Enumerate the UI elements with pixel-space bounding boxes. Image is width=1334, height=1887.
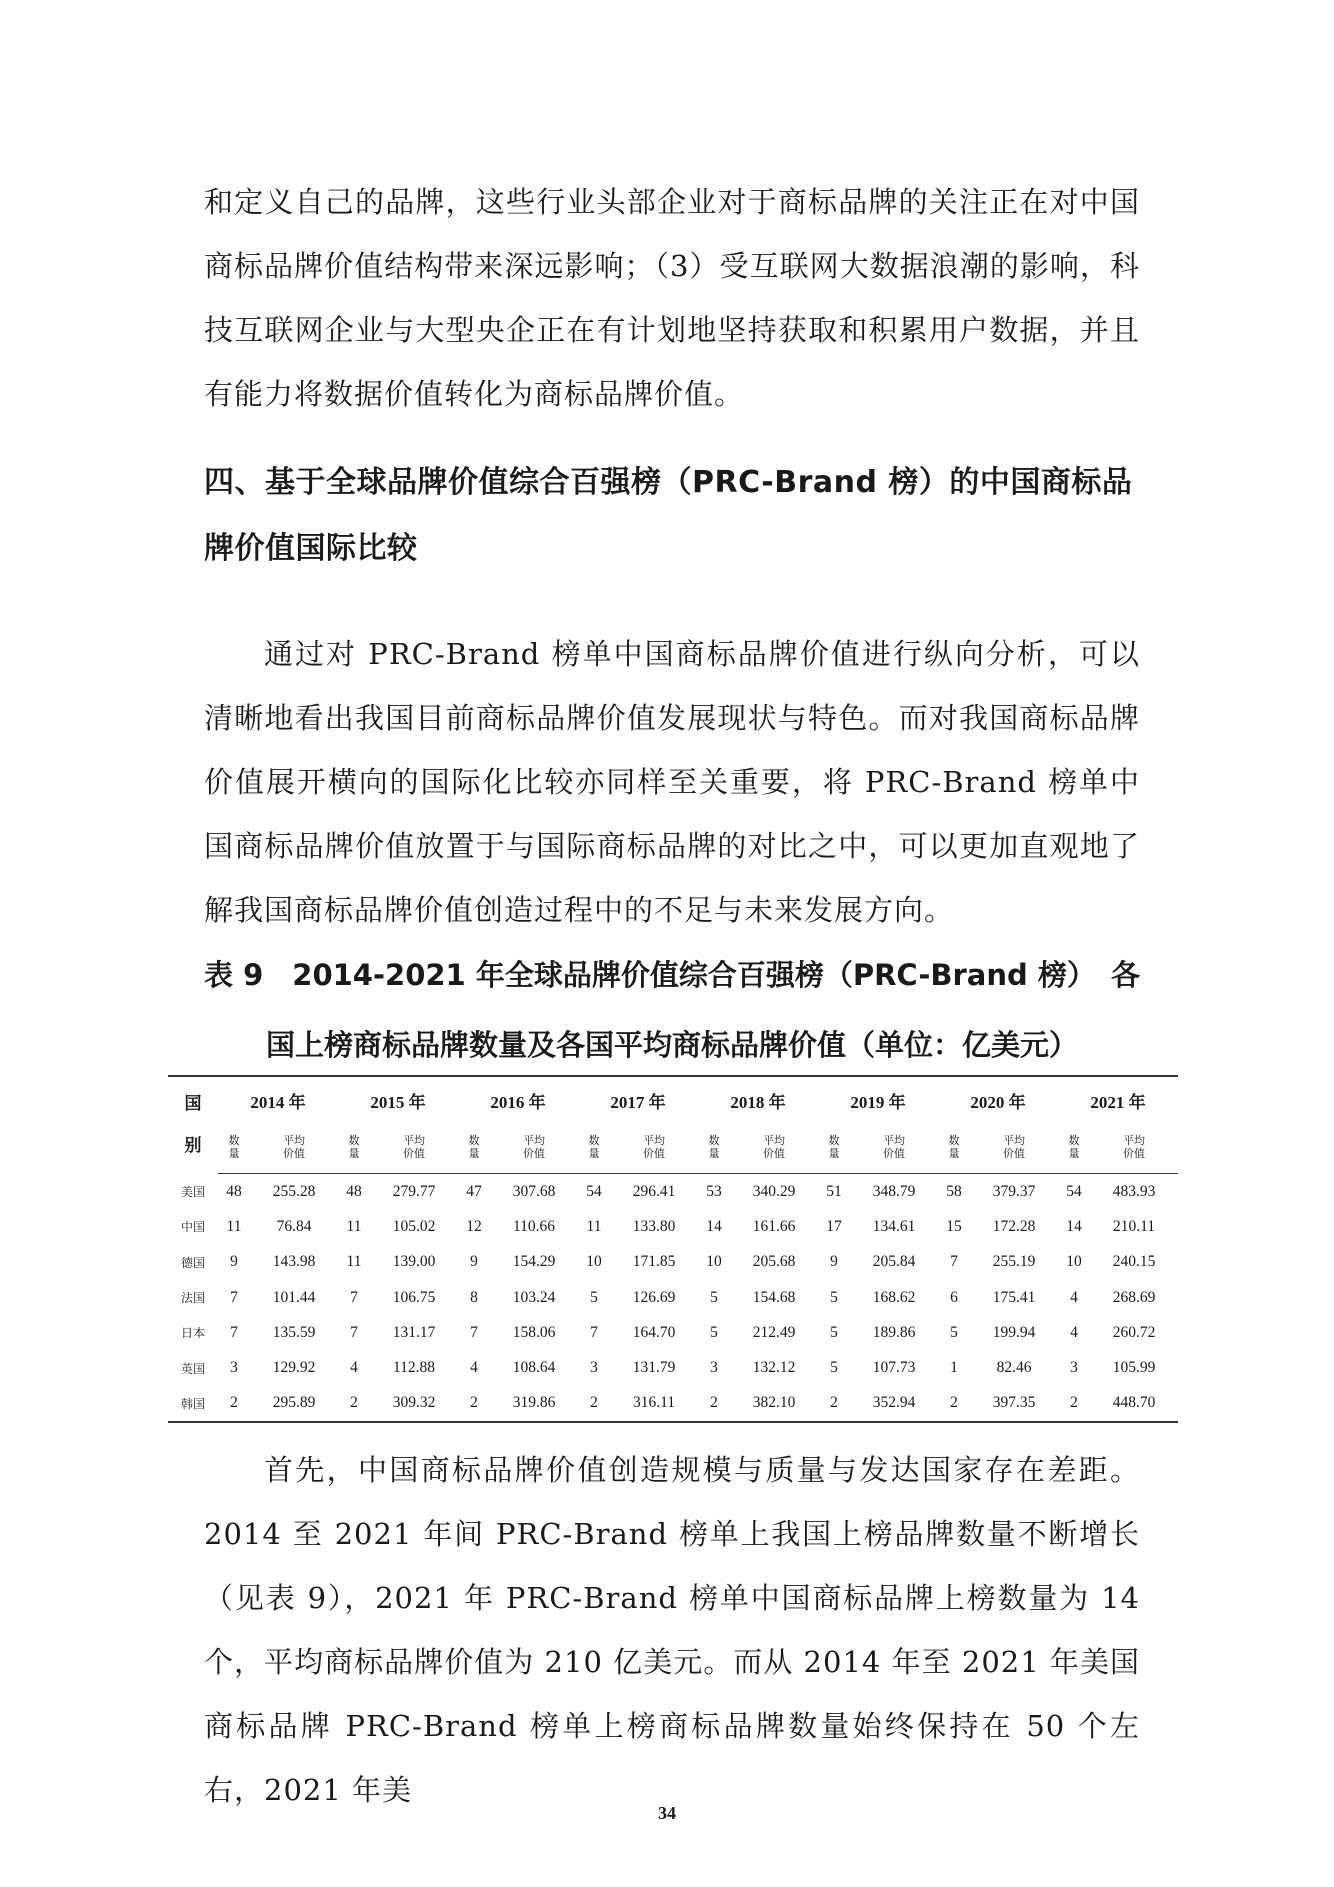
year-header: 2014 年	[218, 1076, 338, 1123]
average-value-cell: 348.79	[872, 1182, 916, 1200]
count-cell: 5	[710, 1323, 718, 1341]
count-cell: 4	[350, 1359, 358, 1377]
count-cell: 7	[230, 1323, 238, 1341]
average-value-cell: 82.46	[996, 1359, 1032, 1377]
average-value-cell: 158.06	[512, 1323, 556, 1341]
subheader-count-bottom: 量	[228, 1148, 240, 1160]
average-value-cell: 129.92	[272, 1359, 316, 1377]
average-value-cell: 260.72	[1112, 1323, 1156, 1341]
subheader-average	[970, 1123, 1058, 1174]
country-cell: 法国	[180, 1291, 205, 1306]
subheader-average-top: 平均	[523, 1135, 545, 1147]
table-header-years	[168, 1076, 1178, 1123]
table-row	[168, 1386, 1178, 1422]
subheader-count-top: 数	[348, 1135, 360, 1147]
subheader-count-bottom: 量	[948, 1148, 960, 1160]
table-row	[168, 1174, 1178, 1210]
subheader-count	[938, 1123, 970, 1174]
subheader-average-top: 平均	[283, 1135, 305, 1147]
country-cell: 英国	[180, 1361, 205, 1376]
average-value-cell: 131.79	[632, 1359, 676, 1377]
table-row	[168, 1315, 1178, 1350]
average-value-cell: 379.37	[992, 1182, 1036, 1200]
country-cell: 美国	[180, 1184, 205, 1199]
count-cell: 5	[830, 1288, 838, 1306]
average-value-cell: 189.86	[872, 1323, 916, 1341]
count-cell: 7	[470, 1323, 478, 1341]
average-value-cell: 110.66	[512, 1217, 556, 1235]
count-cell: 9	[470, 1253, 478, 1271]
subheader-count-bottom: 量	[708, 1148, 720, 1160]
count-cell: 5	[830, 1359, 838, 1377]
count-cell: 7	[230, 1288, 238, 1306]
average-value-cell: 309.32	[370, 1386, 458, 1422]
subheader-average-bottom: 价值	[523, 1148, 545, 1160]
average-value-cell: 483.93	[1112, 1182, 1156, 1200]
subheader-count	[338, 1123, 370, 1174]
average-value-cell: 319.86	[490, 1386, 578, 1422]
count-cell: 9	[830, 1253, 838, 1271]
average-value-cell: 316.11	[610, 1386, 698, 1422]
average-value-cell: 105.02	[392, 1217, 436, 1235]
count-cell: 11	[346, 1217, 362, 1235]
average-value-cell: 199.94	[992, 1323, 1036, 1341]
count-cell: 3	[1070, 1359, 1078, 1377]
subheader-count	[578, 1123, 610, 1174]
average-value-cell: 161.66	[752, 1217, 796, 1235]
average-value-cell: 131.17	[392, 1323, 436, 1341]
table-row	[168, 1280, 1178, 1315]
subheader-count	[458, 1123, 490, 1174]
subheader-count	[1058, 1123, 1090, 1174]
table-caption-line2: 国上榜商标品牌数量及各国平均商标品牌价值（单位：亿美元）	[265, 1028, 1078, 1062]
count-cell: 5	[710, 1288, 718, 1306]
average-value-cell: 139.00	[392, 1253, 436, 1271]
count-cell: 5	[590, 1288, 598, 1306]
subheader-count-top: 数	[228, 1135, 240, 1147]
count-cell: 48	[226, 1182, 242, 1200]
average-value-cell: 76.84	[276, 1217, 312, 1235]
count-cell: 2	[458, 1386, 490, 1422]
average-value-cell: 340.29	[752, 1182, 796, 1200]
table-caption-title: 表 9 2014-2021 年全球品牌价值综合百强榜（PRC-Brand 榜）	[204, 958, 1096, 992]
count-cell: 5	[830, 1323, 838, 1341]
count-cell: 7	[350, 1288, 358, 1306]
count-cell: 2	[818, 1386, 850, 1422]
average-value-cell: 175.41	[992, 1288, 1036, 1306]
subheader-count-bottom: 量	[348, 1148, 360, 1160]
average-value-cell: 210.11	[1112, 1217, 1156, 1235]
average-value-cell: 307.68	[512, 1182, 556, 1200]
subheader-average-bottom: 价值	[883, 1148, 905, 1160]
count-cell: 10	[586, 1253, 602, 1271]
subheader-average	[610, 1123, 698, 1174]
average-value-cell: 105.99	[1112, 1359, 1156, 1377]
average-value-cell: 107.73	[872, 1359, 916, 1377]
count-cell: 3	[590, 1359, 598, 1377]
subheader-count-bottom: 量	[1068, 1148, 1080, 1160]
count-cell: 7	[590, 1323, 598, 1341]
subheader-average-top: 平均	[883, 1135, 905, 1147]
count-cell: 4	[1070, 1323, 1078, 1341]
year-header: 2016 年	[458, 1076, 578, 1123]
subheader-count	[818, 1123, 850, 1174]
average-value-cell: 134.61	[872, 1217, 916, 1235]
average-value-cell: 154.29	[512, 1253, 556, 1271]
year-header: 2019 年	[818, 1076, 938, 1123]
table-header-subcolumns	[168, 1123, 1178, 1174]
brand-ranking-table	[168, 1075, 1178, 1423]
count-cell: 54	[586, 1182, 602, 1200]
paragraph-analysis: 首先，中国商标品牌价值创造规模与质量与发达国家存在差距。2014 至 2021 年间 PRC-Brand 榜单上我国上榜品牌数量不断增长（见表 9），2021 年 PRC-Brand 榜单中国商标品牌上榜数量为 14 个，平均商标品牌价值为 210 亿美元。而从 2014 年至 2021 年美国商标品牌 PRC-Brand 榜单上榜商标品牌数量始终保持在 50 个左右，2021 年美	[204, 1453, 1140, 1807]
count-cell: 7	[350, 1323, 358, 1341]
average-value-cell: 135.59	[272, 1323, 316, 1341]
average-value-cell: 268.69	[1112, 1288, 1156, 1306]
count-cell: 12	[466, 1217, 482, 1235]
subheader-average-bottom: 价值	[1003, 1148, 1025, 1160]
subheader-count-top: 数	[708, 1135, 720, 1147]
year-header: 2020 年	[938, 1076, 1058, 1123]
average-value-cell: 205.68	[752, 1253, 796, 1271]
count-cell: 9	[230, 1253, 238, 1271]
average-value-cell: 101.44	[272, 1288, 316, 1306]
average-value-cell: 296.41	[632, 1182, 676, 1200]
count-cell: 10	[1066, 1253, 1082, 1271]
subheader-average-bottom: 价值	[283, 1148, 305, 1160]
year-header: 2017 年	[578, 1076, 698, 1123]
subheader-average-top: 平均	[1003, 1135, 1025, 1147]
table-caption-line1	[204, 940, 1140, 1010]
average-value-cell: 255.19	[992, 1253, 1036, 1271]
subheader-count-top: 数	[828, 1135, 840, 1147]
country-cell: 中国	[180, 1220, 205, 1235]
count-cell: 58	[946, 1182, 962, 1200]
count-cell: 4	[470, 1359, 478, 1377]
count-cell: 11	[586, 1217, 602, 1235]
subheader-average	[370, 1123, 458, 1174]
table-caption-tail: 各	[1110, 958, 1140, 992]
count-cell: 2	[938, 1386, 970, 1422]
subheader-count-top: 数	[588, 1135, 600, 1147]
subheader-average	[730, 1123, 818, 1174]
average-value-cell: 172.28	[992, 1217, 1036, 1235]
count-cell: 3	[230, 1359, 238, 1377]
subheader-count-bottom: 量	[588, 1148, 600, 1160]
table-caption	[204, 940, 1140, 1080]
count-cell: 14	[1066, 1217, 1082, 1235]
count-cell: 4	[1070, 1288, 1078, 1306]
average-value-cell: 295.89	[250, 1386, 338, 1422]
count-cell: 1	[950, 1359, 958, 1377]
country-cell: 日本	[180, 1326, 205, 1341]
subheader-count	[218, 1123, 250, 1174]
country-cell: 德国	[180, 1255, 205, 1270]
count-cell: 11	[346, 1253, 362, 1271]
subheader-average	[490, 1123, 578, 1174]
section-heading: 四、基于全球品牌价值综合百强榜（PRC-Brand 榜）的中国商标品牌价值国际比较	[204, 465, 1133, 566]
subheader-average-bottom: 价值	[1123, 1148, 1145, 1160]
count-cell: 14	[706, 1217, 722, 1235]
average-value-cell: 168.62	[872, 1288, 916, 1306]
year-header: 2018 年	[698, 1076, 818, 1123]
count-cell: 2	[698, 1386, 730, 1422]
average-value-cell: 108.64	[512, 1359, 556, 1377]
country-header-top: 国	[184, 1094, 202, 1114]
average-value-cell: 132.12	[752, 1359, 796, 1377]
average-value-cell: 240.15	[1112, 1253, 1156, 1271]
subheader-count-top: 数	[1068, 1135, 1080, 1147]
table-row	[168, 1245, 1178, 1280]
count-cell: 2	[578, 1386, 610, 1422]
count-cell: 2	[338, 1386, 370, 1422]
country-column-header	[168, 1076, 218, 1174]
country-cell: 韩国	[168, 1386, 218, 1422]
subheader-average	[850, 1123, 938, 1174]
page-number: 34	[658, 1803, 676, 1823]
count-cell: 2	[1058, 1386, 1090, 1422]
count-cell: 17	[826, 1217, 842, 1235]
count-cell: 48	[346, 1182, 362, 1200]
average-value-cell: 352.94	[850, 1386, 938, 1422]
count-cell: 10	[706, 1253, 722, 1271]
subheader-average-bottom: 价值	[403, 1148, 425, 1160]
average-value-cell: 103.24	[512, 1288, 556, 1306]
average-value-cell: 164.70	[632, 1323, 676, 1341]
subheader-average	[250, 1123, 338, 1174]
average-value-cell: 112.88	[392, 1359, 436, 1377]
table-row	[168, 1350, 1178, 1385]
subheader-average-top: 平均	[403, 1135, 425, 1147]
count-cell: 8	[470, 1288, 478, 1306]
subheader-count	[698, 1123, 730, 1174]
average-value-cell: 397.35	[970, 1386, 1058, 1422]
count-cell: 54	[1066, 1182, 1082, 1200]
subheader-average-top: 平均	[643, 1135, 665, 1147]
average-value-cell: 171.85	[632, 1253, 676, 1271]
paragraph-comparison: 通过对 PRC-Brand 榜单中国商标品牌价值进行纵向分析，可以清晰地看出我国目前商标品牌价值发展现状与特色。而对我国商标品牌价值展开横向的国际化比较亦同样至关重要，将 PRC-Brand 榜单中国商标品牌价值放置于与国际商标品牌的对比之中，可以更加直观地了解我国商标品牌价值创造过程中的不足与未来发展方向。	[204, 637, 1140, 927]
average-value-cell: 205.84	[872, 1253, 916, 1271]
average-value-cell: 143.98	[272, 1253, 316, 1271]
count-cell: 51	[826, 1182, 842, 1200]
average-value-cell: 106.75	[392, 1288, 436, 1306]
subheader-count-top: 数	[948, 1135, 960, 1147]
year-header: 2021 年	[1058, 1076, 1178, 1123]
average-value-cell: 448.70	[1090, 1386, 1178, 1422]
count-cell: 6	[950, 1288, 958, 1306]
subheader-count-top: 数	[468, 1135, 480, 1147]
average-value-cell: 212.49	[752, 1323, 796, 1341]
average-value-cell: 279.77	[392, 1182, 436, 1200]
count-cell: 47	[466, 1182, 482, 1200]
count-cell: 53	[706, 1182, 722, 1200]
average-value-cell: 382.10	[730, 1386, 818, 1422]
subheader-average-bottom: 价值	[643, 1148, 665, 1160]
count-cell: 5	[950, 1323, 958, 1341]
subheader-average-top: 平均	[1123, 1135, 1145, 1147]
count-cell: 2	[218, 1386, 250, 1422]
table-row	[168, 1209, 1178, 1244]
subheader-count-bottom: 量	[828, 1148, 840, 1160]
average-value-cell: 133.80	[632, 1217, 676, 1235]
count-cell: 7	[950, 1253, 958, 1271]
average-value-cell: 255.28	[272, 1182, 316, 1200]
subheader-count-bottom: 量	[468, 1148, 480, 1160]
country-header-bottom: 别	[184, 1136, 202, 1156]
subheader-average-bottom: 价值	[763, 1148, 785, 1160]
subheader-average-top: 平均	[763, 1135, 785, 1147]
average-value-cell: 154.68	[752, 1288, 796, 1306]
subheader-average	[1090, 1123, 1178, 1174]
count-cell: 3	[710, 1359, 718, 1377]
average-value-cell: 126.69	[632, 1288, 676, 1306]
count-cell: 11	[226, 1217, 242, 1235]
year-header: 2015 年	[338, 1076, 458, 1123]
table-body	[168, 1174, 1178, 1423]
count-cell: 15	[946, 1217, 962, 1235]
paragraph-intro: 和定义自己的品牌，这些行业头部企业对于商标品牌的关注正在对中国商标品牌价值结构带来深远影响；（3）受互联网大数据浪潮的影响，科技互联网企业与大型央企正在有计划地坚持获取和积累用户数据，并且有能力将数据价值转化为商标品牌价值。	[204, 185, 1140, 411]
